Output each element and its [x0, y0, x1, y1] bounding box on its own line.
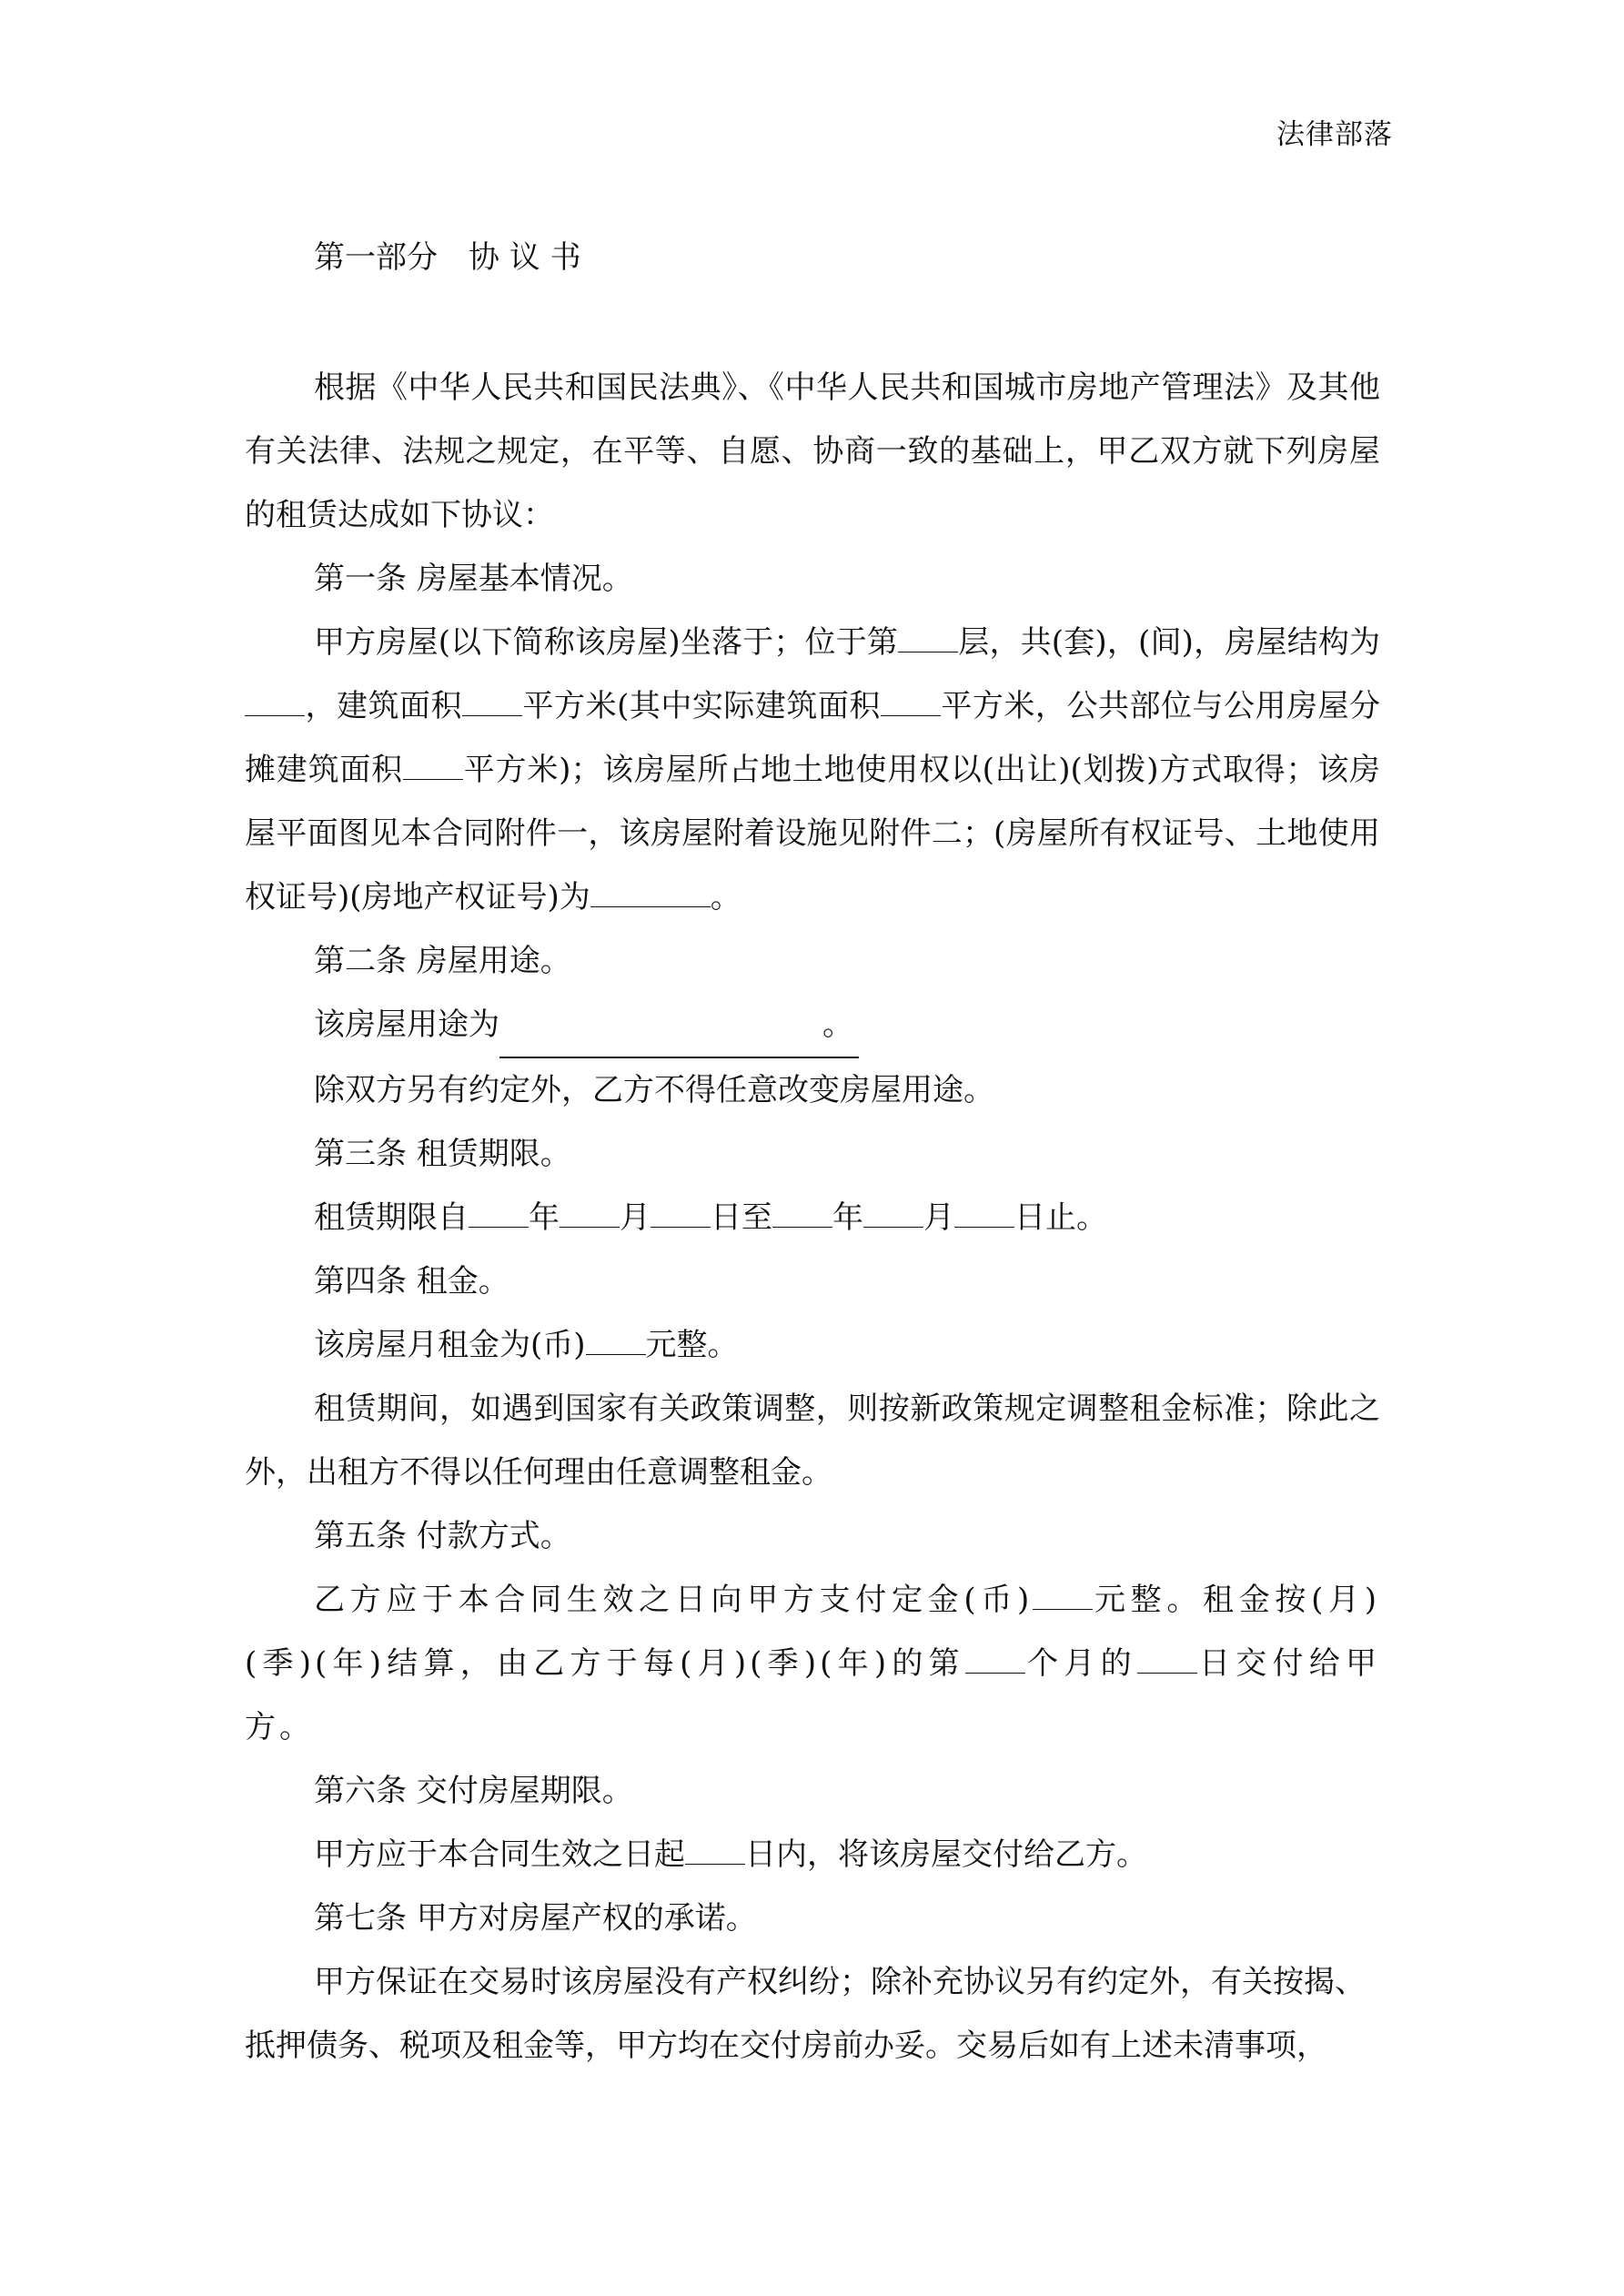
- document-body: [245, 226, 1380, 2078]
- article-4-rent: 该房屋月租金为(币) 元整。: [314, 1327, 739, 1363]
- blank-field: [462, 688, 522, 716]
- article-1-text: 甲方房屋(以下简称该房屋)坐落于；位于第 层，共(套)，(间)，房屋结构为，建筑面积 平方米(其中实际建筑面积 平方米，公共部位与公用房屋分摊建筑面积 平方米)；该房屋所占地土地使用权以(出让)(划拨)方式取得；该房屋平面图见本合同附件一，该房屋附着设施见附件二；(房屋所有权证号、土地使用权证号)(房地产权证号)为 。: [245, 624, 1381, 915]
- blank-field: [245, 688, 305, 716]
- blank-field: [881, 688, 941, 716]
- section-title: 第一部分 协 议 书: [314, 239, 581, 276]
- blank-field: [898, 624, 958, 652]
- article-2-title: 第二条 房屋用途。: [314, 943, 571, 979]
- page-header: 法律部落: [1276, 118, 1393, 151]
- article-7-text: 甲方保证在交易时该房屋没有产权纠纷；除补充协议另有约定外，有关按揭、抵押债务、税项及租金等，甲方均在交付房前办妥。交易后如有上述未清事项，: [245, 1964, 1366, 2064]
- article-4-title: 第四条 租金。: [314, 1263, 509, 1300]
- article-6-title: 第六条 交付房屋期限。: [314, 1773, 633, 1809]
- article-1-title: 第一条 房屋基本情况。: [314, 561, 633, 597]
- article-2-purpose: 该房屋用途为 。: [245, 993, 1380, 1058]
- blank-field: [590, 879, 711, 907]
- article-3-title: 第三条 租赁期限。: [314, 1136, 571, 1172]
- intro-paragraph: 根据《中华人民共和国民法典》、《中华人民共和国城市房地产管理法》及其他有关法律、法规之规定，在平等、自愿、协商一致的基础上，甲乙双方就下列房屋的租赁达成如下协议：: [245, 369, 1380, 533]
- article-5-title: 第五条 付款方式。: [314, 1518, 571, 1554]
- article-3-text: 租赁期限自 年 月 日至 年 月 日止。: [314, 1199, 1107, 1236]
- article-2-text: 除双方另有约定外，乙方不得任意改变房屋用途。: [314, 1072, 994, 1108]
- article-7-title: 第七条 甲方对房屋产权的承诺。: [314, 1900, 757, 1937]
- article-5-text: 乙方应于本合同生效之日向甲方支付定金(币) 元整。租金按(月)(季)(年)结算，由乙方于每(月)(季)(年)的第 个月的 日交付给甲方。: [245, 1582, 1380, 1745]
- article-4-text: 租赁期间，如遇到国家有关政策调整，则按新政策规定调整租金标准；除此之外，出租方不得以任何理由任意调整租金。: [245, 1391, 1380, 1491]
- blank-field: [403, 752, 463, 780]
- article-6-text: 甲方应于本合同生效之日起 日内，将该房屋交付给乙方。: [314, 1836, 1147, 1873]
- purpose-blank-line: 。: [499, 993, 859, 1058]
